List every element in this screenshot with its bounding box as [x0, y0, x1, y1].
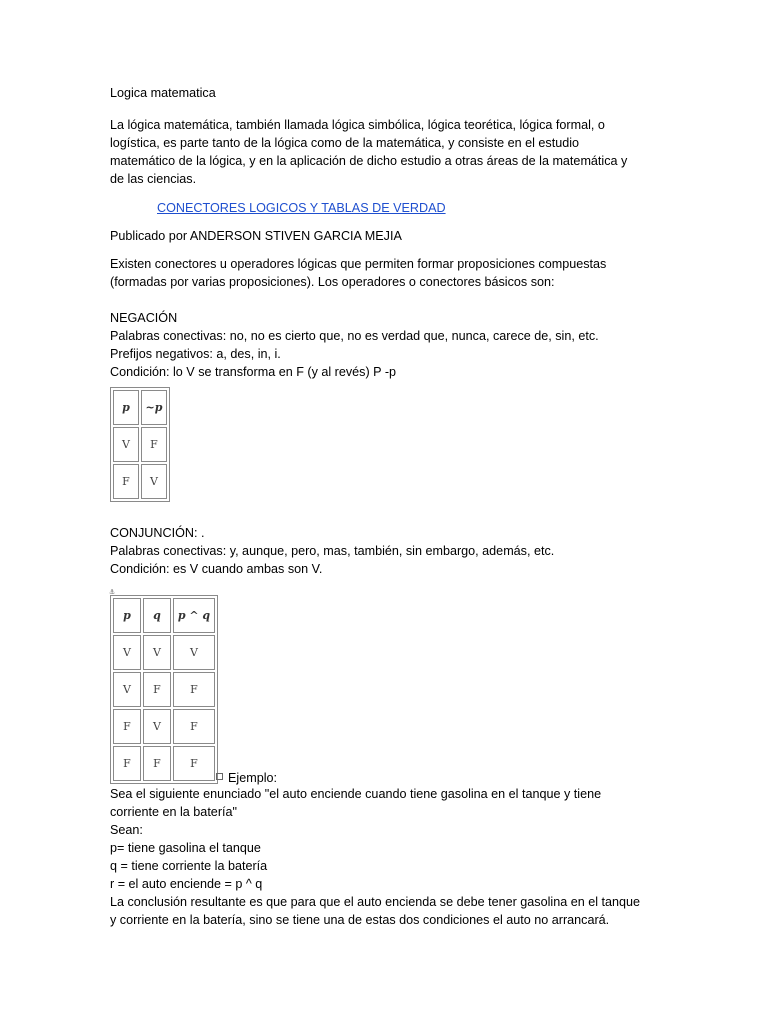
- table-cell: V: [113, 672, 141, 707]
- operators-intro-line: (formadas por varias proposiciones). Los operadores o conectores básicos son:: [110, 275, 555, 289]
- table-row: [113, 427, 167, 462]
- negation-section: [110, 309, 670, 502]
- page-title: Logica matematica: [110, 86, 216, 100]
- connectors-link[interactable]: CONECTORES LOGICOS Y TABLAS DE VERDAD: [157, 201, 446, 215]
- table-row: [113, 464, 167, 499]
- anchor-icon: ⚓: [109, 589, 116, 596]
- conclusion-line: y corriente en la batería, sino se tiene una de estas dos condiciones el auto no arrancará.: [110, 913, 610, 927]
- table-cell: F: [143, 746, 171, 781]
- table-cell: F: [173, 672, 215, 707]
- table-cell: F: [113, 464, 139, 499]
- example-line: corriente en la batería": [110, 805, 237, 819]
- table-cell: F: [173, 709, 215, 744]
- conjunction-line: Palabras conectivas: y, aunque, pero, mas, también, sin embargo, además, etc.: [110, 544, 555, 558]
- example-section: [110, 785, 670, 929]
- table-cell: V: [143, 709, 171, 744]
- intro-line: La lógica matemática, también llamada lógica simbólica, lógica teorética, lógica formal, o: [110, 118, 605, 132]
- operators-intro: [110, 255, 670, 291]
- table-header-cell: ~p: [141, 390, 167, 425]
- operators-intro-line: Existen conectores u operadores lógicas que permiten formar proposiciones compuestas: [110, 257, 607, 271]
- table-cell: F: [143, 672, 171, 707]
- conjunction-heading: CONJUNCIÓN: .: [110, 526, 205, 540]
- intro-line: matemático de la lógica, y en la aplicación de dicho estudio a otras áreas de la matemática y: [110, 154, 628, 168]
- table-cell: F: [141, 427, 167, 462]
- conjunction-line: Condición: es V cuando ambas son V.: [110, 562, 323, 576]
- table-cell: V: [143, 635, 171, 670]
- intro-line: logística, es parte tanto de la lógica como de la matemática, y consiste en el estudio: [110, 136, 580, 150]
- negation-line: Condición: lo V se transforma en F (y al revés) P -p: [110, 365, 397, 379]
- table-row: [113, 635, 215, 670]
- table-cell: V: [173, 635, 215, 670]
- table-row: [113, 672, 215, 707]
- negation-heading: NEGACIÓN: [110, 311, 178, 325]
- intro-paragraph: [110, 116, 670, 188]
- negation-line: Prefijos negativos: a, des, in, i.: [110, 347, 281, 361]
- table-header-row: [113, 390, 167, 425]
- intro-line: de las ciencias.: [110, 172, 197, 186]
- table-cell: V: [141, 464, 167, 499]
- table-cell: V: [113, 427, 139, 462]
- conjunction-truth-table: [110, 595, 218, 784]
- table-row: [113, 709, 215, 744]
- sean-label: Sean:: [110, 823, 143, 837]
- conjunction-section: [110, 524, 670, 785]
- negation-truth-table: [110, 387, 170, 502]
- table-cell: V: [113, 635, 141, 670]
- table-cell: F: [113, 746, 141, 781]
- conclusion-line: La conclusión resultante es que para que el auto encienda se debe tener gasolina en el tanque: [110, 895, 641, 909]
- table-cell: F: [113, 709, 141, 744]
- negation-line: Palabras conectivas: no, no es cierto que, no es verdad que, nunca, carece de, sin, etc.: [110, 329, 599, 343]
- table-header-row: [113, 598, 215, 633]
- conjunction-table-area: [109, 589, 670, 785]
- definition-line: q = tiene corriente la batería: [110, 859, 268, 873]
- example-label: Ejemplo:: [228, 771, 277, 785]
- document-page: [110, 84, 670, 929]
- example-line: Sea el siguiente enunciado "el auto enciende cuando tiene gasolina en el tanque y tiene: [110, 787, 602, 801]
- example-label-line: [216, 769, 277, 787]
- author-line: Publicado por ANDERSON STIVEN GARCIA MEJIA: [110, 229, 402, 243]
- table-header-cell: p: [113, 598, 141, 633]
- definition-line: r = el auto enciende = p ^ q: [110, 877, 263, 891]
- table-cell: F: [173, 746, 215, 781]
- table-header-cell: q: [143, 598, 171, 633]
- checkbox-icon: [216, 773, 223, 780]
- definition-line: p= tiene gasolina el tanque: [110, 841, 261, 855]
- table-header-cell: p ^ q: [173, 598, 215, 633]
- table-row: [113, 746, 215, 781]
- table-header-cell: p: [113, 390, 139, 425]
